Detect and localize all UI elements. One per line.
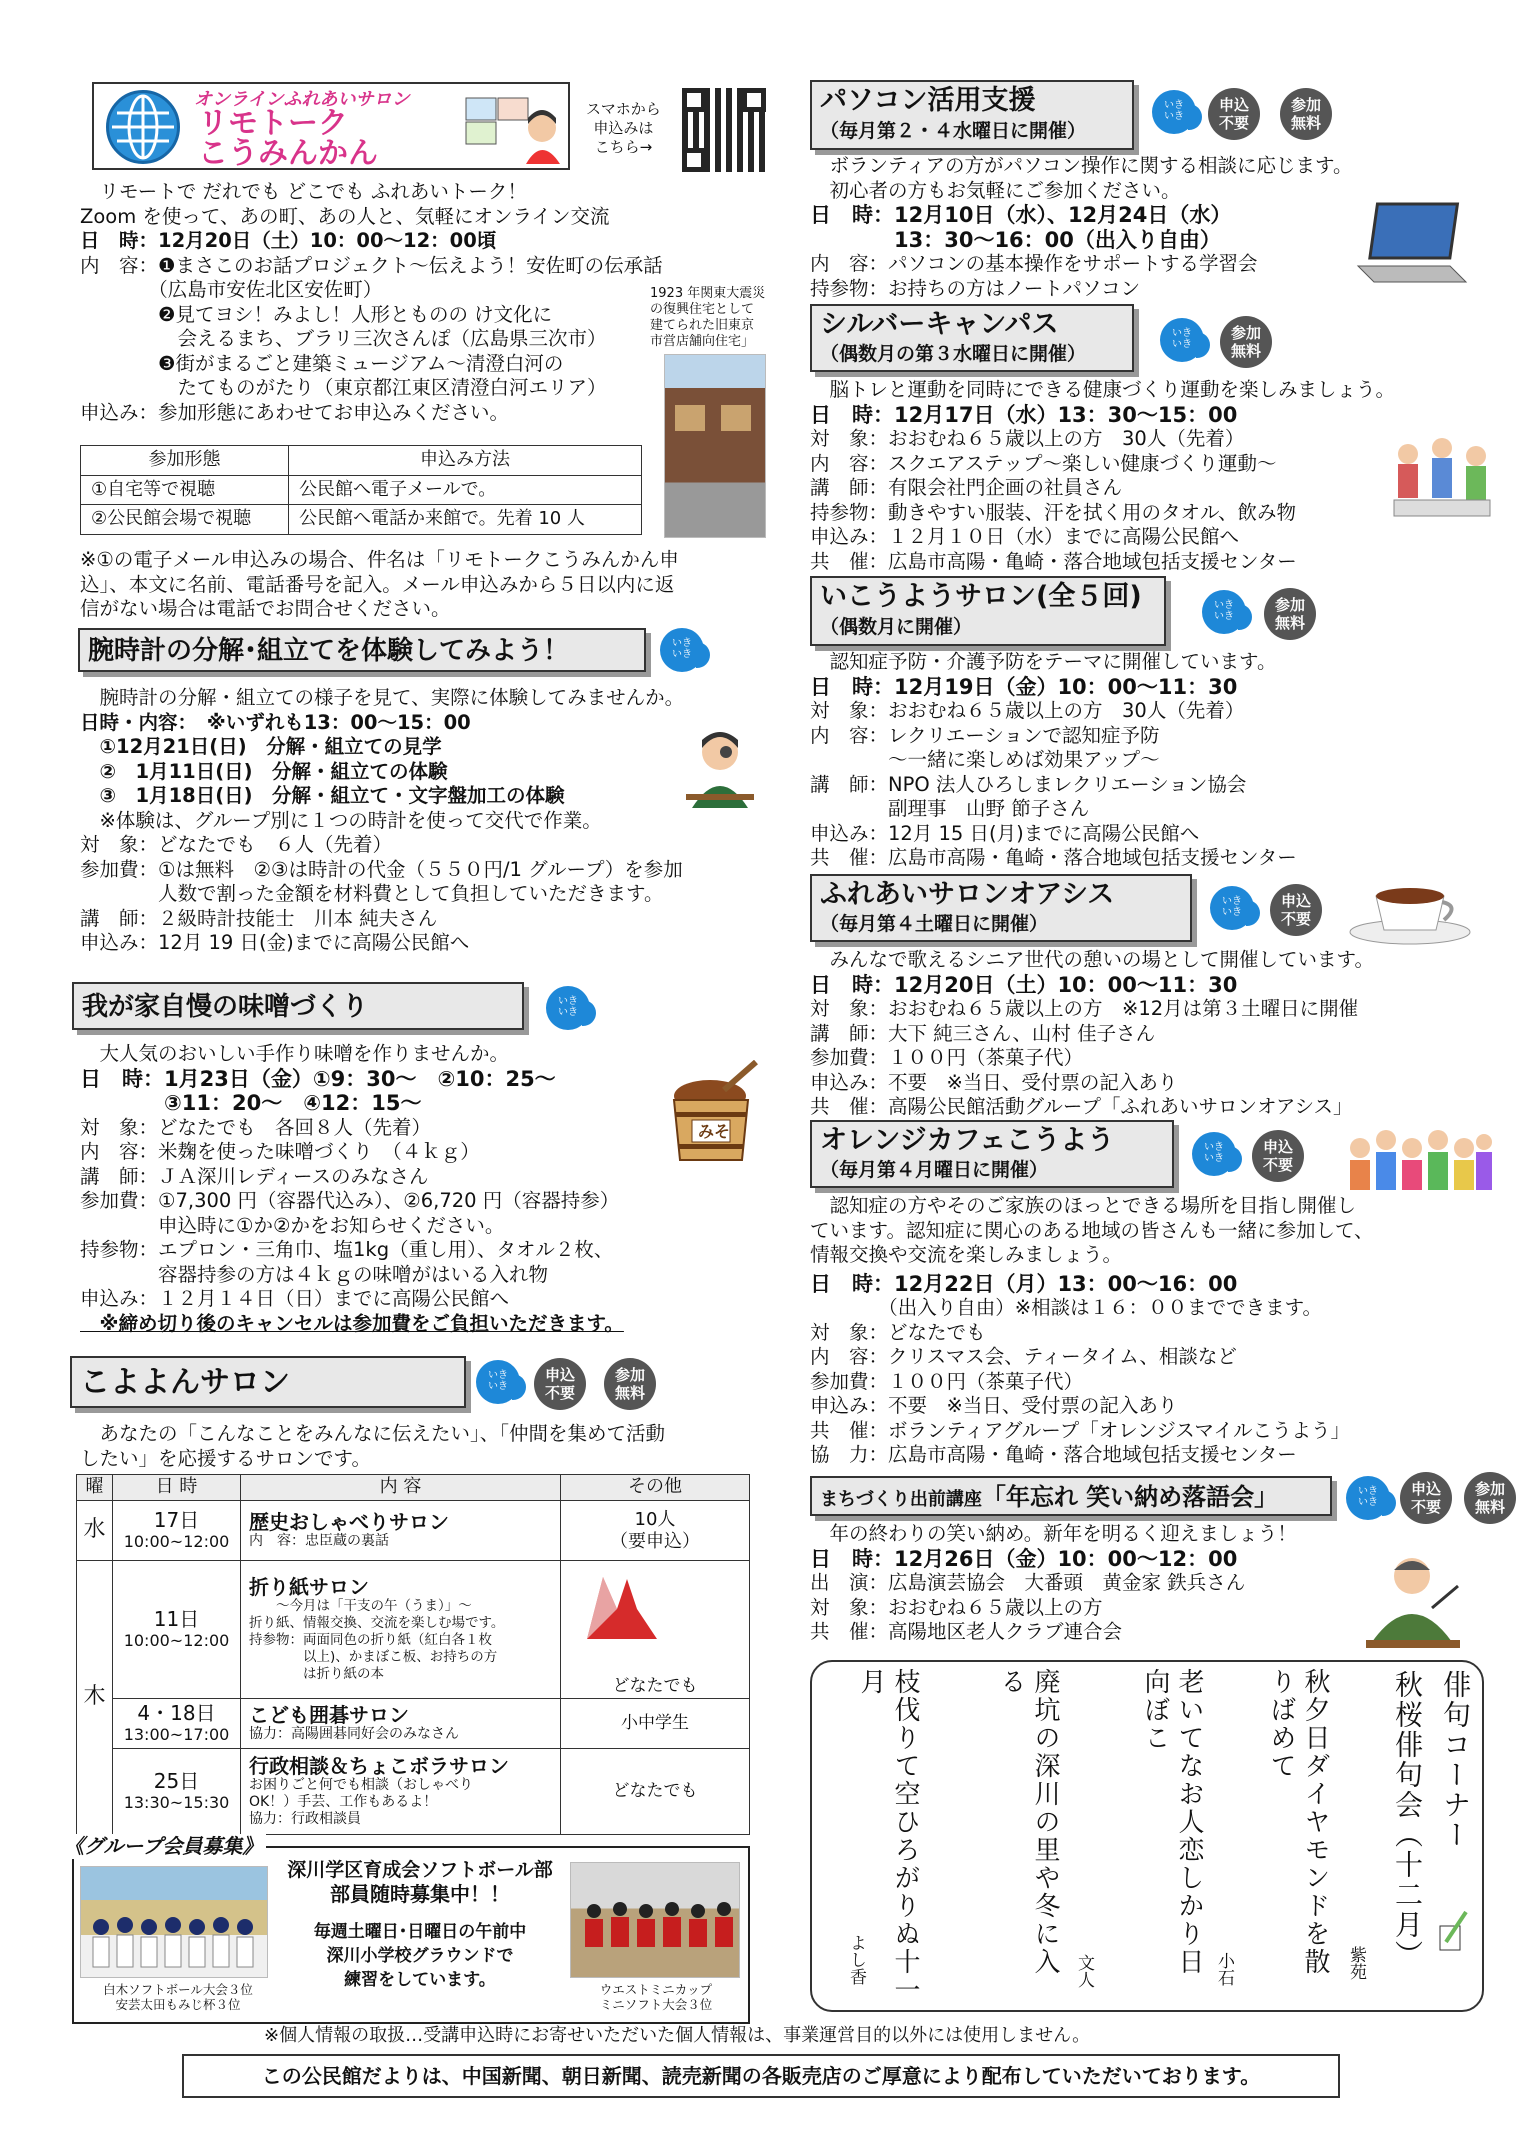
haiku-author-1: 紫苑 [1346, 1946, 1366, 1980]
group-text: 深川学区育成会ソフトボール部 部員随時募集中！！ 毎週土曜日･日曜日の午前中 深川小学校グラウンドで 練習をしています。 [287, 1859, 553, 1990]
no-application-badge: 申込 不要 [1400, 1472, 1452, 1524]
ikiiki-icon: いき いき [1210, 886, 1254, 930]
ikoyo-body: 認知症予防・介護予防をテーマに開催しています。 日 時：12月19日（金）10：00～11：30 対 象：おおむね６５歳以上の方 30人（先着） 内 容：レクリエーションで認知症予防 ～一緒に楽しめば効果アップ～ 講 師：NPO 法人ひろしまレクリエーション協会 副理事 山野 節子さん 申込み：12月 15 日(月)までに高陽公民館へ 共 催：広島市高陽・亀崎・落合地域包括支援センター [810, 650, 1297, 869]
logo-big-text-1: リモトーク [198, 106, 348, 141]
miso-tub-illustration [664, 1060, 760, 1166]
no-application-badge: 申込 不要 [1270, 884, 1322, 936]
exercise-people-illustration [1384, 434, 1498, 524]
crowd-illustration [1344, 1122, 1494, 1192]
no-application-badge: 申込 不要 [534, 1358, 586, 1410]
ikiiki-icon: いき いき [1192, 1132, 1236, 1176]
haiku-box [810, 1660, 1484, 2012]
orange-title: オレンジカフェこうよう （毎月第４月曜日に開催） [810, 1120, 1174, 1188]
ikiiki-icon: いき いき [1202, 590, 1246, 634]
haiku-poem-4: 枝伐りて空ひろがりぬ十一月 [856, 1668, 920, 2004]
orange-body: 認知症の方やそのご家族のほっとできる場所を目指し開催し ています。認知症に関心のある地域の皆さんも一緒に参加して、 情報交換や交流を楽しみましょう。 日 時：12月22日（月）13：00～16：00 （出入り自由）※相談は１６：００までできます。 対 象：どなたでも 内 容：クリスマス会、ティータイム、相談など 参加費：１００円（茶菓子代） 申込み：不要 ※当日、受付票の記入あり 共 催：ボランティアグループ「オレンジスマイルこうよう」 協 力：広島市高陽・亀崎・落合地域包括支援センター [810, 1194, 1374, 1466]
thanks-box: この公民館だよりは、中国新聞、朝日新聞、読売新聞の各販売店のご厚意により配布していただいております。 [182, 2054, 1340, 2098]
ikiiki-icon: いき いき [1160, 318, 1204, 362]
photo-caption: 1923 年関東大震災 の復興住宅として 建てられた旧東京 市営店舗向住宅」 [650, 286, 766, 349]
ikoyo-title: いこうようサロン(全５回) （偶数月に開催） [810, 576, 1166, 646]
group-header: 《グループ会員募集》 [60, 1834, 266, 1859]
remote-body: リモートで だれでも どこでも ふれあいトーク！ Zoom を使って、あの町、あの人と、気軽にオンライン交流 日 時：12月20日（土）10：00～12：00頃 内 容：❶まさこのお話プロジェクト～伝えよう！安佐町の伝承話 （広島市安佐北区安佐町） ❷見てヨシ！みよし！人形とものの け文化に 会えるまち、ブラリ三次さんぽ（広島県三次市） ❸街がまるごと建築ミュージアム～清澄白河の たてものがたり（東京都江東区清澄白河エリア） 申込み：参加形態にあわせてお申込みください。 [80, 180, 663, 424]
watch-title: 腕時計の分解･組立てを体験してみよう！ [78, 628, 646, 672]
rakugo-body: 年の終わりの笑い納め。新年を明るく迎えましょう！ 日 時：12月26日（金）10：00～12：00 出 演：広島演芸協会 大番頭 黄金家 鉄兵さん 対 象：おおむね６５歳以上の方 共 催：高陽地区老人クラブ連合会 [810, 1522, 1297, 1643]
haiku-poem-3: 廃坑の深川の里や冬に入る [996, 1668, 1060, 1976]
table-row: 4・18日 13:00~17:00 こども囲碁サロン 協力：高陽囲碁同好会のみなさん 小中学生 [77, 1699, 750, 1749]
coffee-cup-illustration [1346, 876, 1476, 946]
oasis-title: ふれあいサロンオアシス （毎月第４土曜日に開催） [810, 874, 1192, 942]
photo-caption-right: ウエストミニカップ ミニソフト大会３位 [599, 1982, 713, 2012]
haiku-poem-1: 秋夕日ダイヤモンドを散りばめて [1266, 1668, 1330, 1976]
watchmaker-illustration [680, 724, 760, 808]
globe-icon [106, 90, 180, 164]
haiku-author-2: 小石 [1214, 1952, 1234, 1986]
free-badge: 参加 無料 [1220, 316, 1272, 368]
video-call-illustration [462, 92, 562, 164]
logo-big-text-2: こうみんかん [198, 136, 378, 171]
group-recruit-box [64, 1834, 750, 2024]
ikiiki-icon: いき いき [476, 1360, 520, 1404]
haiku-author-3: 文人 [1074, 1954, 1094, 1988]
silver-body: 脳トレと運動を同時にできる健康づくり運動を楽しみましょう。 日 時：12月17日（水）13：30～15：00 対 象：おおむね６５歳以上の方 30人（先着） 内 容：スクエアステップ～楽しい健康づくり運動～ 講 師：有限会社門企画の社員さん 持参物：動きやすい服装、汗を拭く用のタオル、飲み物 申込み：１２月１０日（水）までに高陽公民館へ 共 催：広島市高陽・亀崎・落合地域包括支援センター [810, 378, 1396, 573]
old-building-photo [664, 354, 766, 538]
koyoyon-intro: あなたの「こんなことをみんなに伝えたい」、「仲間を集めて活動 したい」を応援するサロンです。 [80, 1422, 666, 1470]
ikiiki-icon: いき いき [546, 986, 590, 1030]
privacy-note: ※個人情報の取扱…受講申込時にお寄せいただいた個人情報は、事業運営目的以外には使用しません。 [264, 2025, 1091, 2046]
laptop-icon [1354, 200, 1474, 284]
no-application-badge: 申込 不要 [1208, 88, 1260, 140]
oasis-body: みんなで歌えるシニア世代の憩いの場として開催しています。 日 時：12月20日（土）10：00～11：30 対 象：おおむね６５歳以上の方 ※12月は第３土曜日に開催 講 師：大下 純三さん、山村 佳子さん 参加費：１００円（茶菓子代） 申込み：不要 ※当日、受付票の記入あり 共 催：高陽公民館活動グループ「ふれあいサロンオアシス」 [810, 948, 1374, 1118]
table-row: 木 11日 10:00~12:00 折り紙サロン ～今月は「干支の午（うま）」～ 折り紙、情報交換、交流を楽しむ場です。 持参物：両面同色の折り紙（紅白各１枚 以上)、かまぼこ板、お持ちの方 は折り紙の本 どなたでも [77, 1561, 750, 1699]
ikiiki-icon: いき いき [1152, 90, 1196, 134]
miso-body: 大人気のおいしい手作り味噌を作りませんか。 日 時：1月23日（金）①9：30～ ②10：25～ ③11：20～ ④12：15～ 対 象：どなたでも 各回８人（先着） 内 容：米麹を使った味噌づくり （４ｋｇ） 講 師：ＪＡ深川レディースのみなさん 参加費：①7,300 円（容器代込み）、②6,720 円（容器持参） 申込時に①か②かをお知らせください。 持参物：エプロン・三角巾、塩1kg（重し用）、タオル２枚、 容器持参の方は４ｋｇの味噌がはいる入れ物 申込み：１２月１４日（日）までに高陽公民館へ ※締め切り後のキャンセルは参加費をご負担いただきます。 [80, 1042, 624, 1335]
silver-title: シルバーキャンパス （偶数月の第３水曜日に開催） [810, 304, 1134, 372]
free-badge: 参加 無料 [1264, 588, 1316, 640]
participation-table: 参加形態 申込み方法 ①自宅等で視聴 公民館へ電子メールで。 ②公民館会場で視聴 公民館へ電話か来館で。先着 10 人 [80, 445, 642, 535]
free-badge: 参加 無料 [1280, 88, 1332, 140]
haiku-title: 秋桜俳句会（十二月） [1391, 1670, 1424, 1970]
logo-small-text: オンラインふれあいサロン [194, 89, 410, 110]
table-row: 25日 13:30~15:30 行政相談＆ちょこボラサロン お困りごと何でも相談（おしゃべり OK！）手芸、工作もあるよ！ 協力：行政相談員 どなたでも [77, 1749, 750, 1835]
qr-code[interactable] [682, 88, 766, 172]
haiku-poem-2: 老いてなお人恋しかり日向ぼこ [1140, 1668, 1204, 1976]
no-application-badge: 申込 不要 [1252, 1130, 1304, 1182]
remotalk-logo [92, 82, 570, 170]
haiku-author-4: よし香 [846, 1934, 866, 1985]
pc-body: ボランティアの方がパソコン操作に関する相談に応じます。 初心者の方もお気軽にご参加ください。 日 時：12月10日（水）、12月24日（水） 13：30～16：00（出入り自由） 内 容：パソコンの基本操作をサポートする学習会 持参物：お持ちの方はノートパソコン [810, 154, 1353, 300]
remote-note: ※①の電子メール申込みの場合、件名は「リモトークこうみんかん申 込」、本文に名前、電話番号を記入。メール申込みから５日以内に返 信がない場合は電話でお問合せください。 [80, 548, 679, 620]
ikiiki-icon: いき いき [660, 628, 704, 672]
softball-team-photo-left [80, 1866, 268, 1978]
watch-body: 腕時計の分解・組立ての様子を見て、実際に体験してみませんか。 日時・内容： ※いずれも13：00～15：00 ①12月21日(日) 分解・組立ての見学 ② 1月11日(日) 分解・組立ての体験 ③ 1月18日(日) 分解・組立て・文字盤加工の体験 ※体験は、グループ別に１つの時計を使って交代で作業。 対 象：どなたでも ６人（先着） 参加費：①は無料 ②③は時計の代金（５５０円/1 グループ）を参加 人数で割った金額を材料費として負担していただきます。 講 師：２級時計技能士 川本 純夫さん 申込み：12月 19 日(金)までに高陽公民館へ [80, 686, 685, 954]
koyoyon-title: こよよんサロン [70, 1356, 466, 1408]
miso-tub-label: みそ [698, 1122, 731, 1141]
right-column [780, 0, 1518, 2060]
table-row: 水 17日 10:00~12:00 歴史おしゃべりサロン 内 容：忠臣蔵の裏話 10人 （要申込） [77, 1501, 750, 1561]
miso-title: 我が家自慢の味噌づくり [72, 982, 524, 1030]
softball-team-photo-right [570, 1862, 740, 1978]
pen-icon [1438, 1908, 1468, 1952]
pc-title: パソコン活用支援 （毎月第２・４水曜日に開催） [810, 80, 1134, 150]
free-badge: 参加 無料 [604, 1358, 656, 1410]
free-badge: 参加 無料 [1464, 1472, 1516, 1524]
koyoyon-table: 曜 日 時 内 容 その他 水 17日 10:00~12:00 歴史おしゃべりサロン 内 容：忠臣蔵の裏話 10人 （要申込） 木 11日 10:00~12:00 折り紙サロン ～今月は「干支の午（うま）」～ 折り紙、情報交換、交流を楽しむ場です。 持参物：両面同色の折り紙（紅白各１枚 以上)、かまぼこ板、お持ちの方 は折り紙の本 どなたでも 4・18日 13:00~17:00 こども囲碁サロン 協力：高陽囲碁同好会のみなさん 小中学生 25日 13:30~15:30 行政相談＆ちょこボラサロン お困りごと何でも相談（おしゃべり OK！）手芸、工作もあるよ！ 協力：行政相談員 どなたでも [76, 1474, 750, 1835]
rakugo-title: まちづくり出前講座「年忘れ 笑い納め落語会」 [810, 1476, 1332, 1516]
ikiiki-icon: いき いき [1346, 1476, 1390, 1520]
left-column [0, 0, 766, 2060]
qr-note: スマホから 申込みは こちら→ [586, 100, 661, 156]
photo-caption-left: 白木ソフトボール大会３位 安芸太田もみじ杯３位 [103, 1982, 253, 2012]
rakugo-performer-illustration [1358, 1546, 1468, 1650]
origami-horse-illustration [577, 1569, 667, 1649]
haiku-corner-label: 俳句コーナー [1439, 1670, 1472, 1850]
